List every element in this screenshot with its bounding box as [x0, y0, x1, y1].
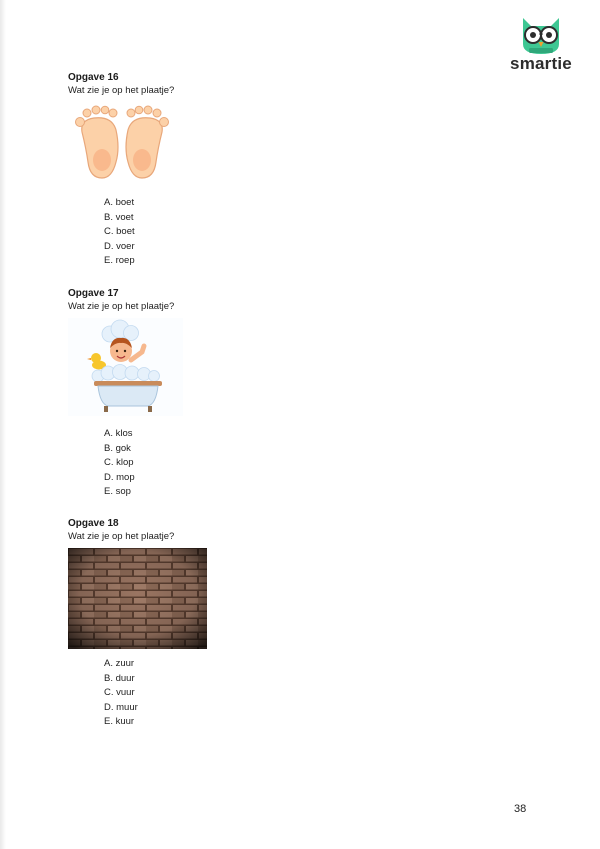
answer-option: E. kuur: [104, 716, 135, 728]
answer-option: D. voer: [104, 240, 135, 252]
answer-option: B. duur: [104, 672, 135, 684]
question-title: Opgave 17: [68, 288, 119, 299]
page-number: 38: [514, 803, 527, 815]
owl-logo-icon: [515, 14, 567, 56]
answer-option: B. voet: [104, 211, 134, 223]
question-17: [68, 287, 174, 313]
answer-option: D. muur: [104, 701, 138, 713]
question-16: [68, 71, 174, 97]
answer-option: E. sop: [104, 486, 131, 498]
answer-option: D. mop: [104, 471, 135, 483]
answer-option: C. vuur: [104, 687, 135, 699]
question-title: Opgave 16: [68, 72, 119, 83]
question-prompt: Wat zie je op het plaatje?: [68, 531, 175, 542]
question-prompt: Wat zie je op het plaatje?: [68, 301, 175, 312]
answer-option: B. gok: [104, 442, 131, 454]
answer-option: A. zuur: [104, 658, 135, 669]
answer-option: C. klop: [104, 457, 134, 469]
question-prompt: Wat zie je op het plaatje?: [68, 85, 175, 96]
feet-image: [72, 104, 172, 182]
answer-options-18: [104, 657, 138, 730]
smartie-logo: [506, 14, 576, 84]
question-title: Opgave 18: [68, 518, 119, 529]
answer-options-17: [104, 427, 135, 500]
answer-option: A. klos: [104, 428, 133, 439]
question-18: [68, 517, 174, 543]
answer-option: E. roep: [104, 255, 135, 267]
answer-option: C. boet: [104, 226, 135, 238]
bath-image: [68, 318, 183, 416]
brick-wall-image: [68, 548, 207, 649]
answer-options-16: [104, 196, 135, 269]
brand-name: smartie: [510, 54, 572, 73]
answer-option: A. boet: [104, 197, 135, 208]
